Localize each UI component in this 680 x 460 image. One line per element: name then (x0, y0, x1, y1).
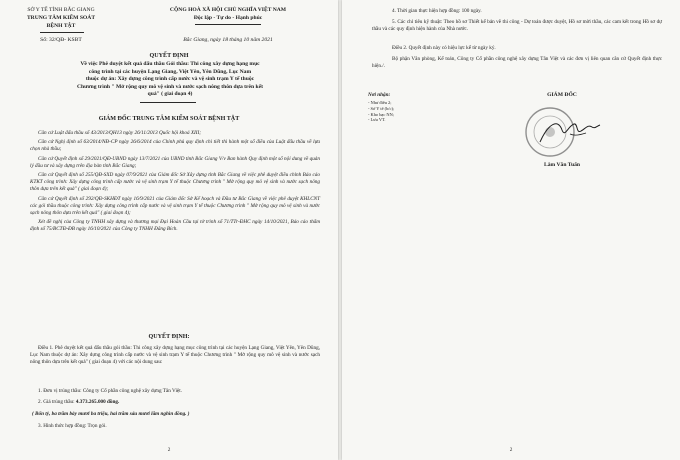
place-date: Bắc Giang, ngày 18 tháng 10 năm 2021 (183, 37, 273, 43)
document-page-left (0, 0, 338, 460)
agency-underline (40, 32, 84, 33)
stamp-emblem (545, 127, 555, 137)
signature-underline (570, 133, 586, 135)
legal-basis: Căn cứ Quyết định số 292/QĐ-SKHĐT ngày 16/9/2021 của Giám đốc Sở Kế hoạch và Đầu tư Bắc Giang về việc phê duyệt KHLCNT các gói thầu thuộc công trình: Xây dựng công trình cấp nước và vệ sinh trạm Y tế thuộc Chương trình " Mở rộng quy mô vệ sinh và nước sạch nông thôn dựa trên kết quả" ( giai đoạn 4); (30, 195, 320, 217)
recipients-list (368, 100, 468, 123)
subject-line: Chương trình " Mở rộng quy mô vệ sinh và nước sạch nông thôn dựa trên kết (77, 83, 263, 90)
subject-underline (140, 102, 196, 103)
national-title: CỘNG HOÀ XÃ HỘI CHỦ NGHĨA VIỆT NAM (169, 7, 287, 13)
legal-bases (30, 130, 320, 234)
recipient: - Sở Y tế (b/c); (368, 105, 395, 111)
document-number: Số: 32/QĐ- KSBT (40, 37, 82, 43)
article-1-item-4: 4. Thời gian thực hiện hợp đồng: 100 ngày. (392, 8, 482, 14)
agency-name-line1: TRUNG TÂM KIỂM SOÁT (26, 15, 96, 21)
recipient: - Như điều 2; (368, 100, 392, 105)
article-2-text: Điều 2. Quyết định này có hiệu lực kể từ ngày ký. (392, 45, 496, 51)
legal-basis: Căn cứ Nghị định số 63/2014/NĐ-CP ngày 26/6/2014 của Chính phủ quy định chi tiết thi hành một số điều của Luật đấu thầu về lựa chọn nhà thầu; (30, 139, 320, 153)
article-1-item-5: 5. Các chỉ tiêu kỹ thuật: Theo hồ sơ Thiết kế bản vẽ thi công - Dự toán được duyệt, Hồ sơ mời thầu, các cam kết trong Hồ sơ dự thầu và các quy định hiện hành của Nhà nước. (372, 19, 662, 33)
recipients-heading: Nơi nhận: (368, 92, 391, 98)
amount-in-words: ( Bốn tỷ, ba trăm bảy mươi ba triệu, hai trăm sáu mươi lăm nghìn đồng. ) (32, 411, 190, 417)
legal-basis: Căn cứ Quyết định số 255/QĐ-SXD ngày 07/9/2021 của Giám đốc Sở Xây dựng tỉnh Bắc Giang về việc phê duyệt điều chỉnh Báo cáo KTKT công trình: Xây dựng công trình cấp nước và vệ sinh trạm Y tế thuộc Chương trình " Mở rộng quy mô vệ sinh và nước sạch nông thôn dựa trên kết quả" ( giai đoạn 4); (30, 172, 320, 193)
signer-name: Lâm Văn Tuấn (544, 162, 580, 168)
recipient: - Kho bạc NN; (368, 111, 394, 117)
article-1: Điều 1. Phê duyệt kết quả đấu thầu gói thầu: Thi công xây dựng hạng mục công trình tại các huyện Lạng Giang, Việt Yên, Yên Dũng, Lục Nam thuộc dự án: Xây dựng công trình cấp nước và vệ sinh trạm Y tế thuộc Chương trình " Mở rộng quy mô vệ sinh và nước sạch nông thôn dựa trên kết quả" ( giai đoạn 4) với các nội dung sau: (30, 345, 320, 366)
subject-line: quả" ( giai đoạn 4) (147, 91, 193, 98)
contract-price-label: 2. Giá trúng thầu: (38, 399, 76, 405)
page-number: 2 (167, 447, 171, 453)
implementers: Bộ phận Văn phòng, Kế toán, Công ty Cổ phần công nghệ xây dựng Tân Việt và các đơn vị liên quan căn cứ Quyết định thực hiện./. (372, 56, 662, 70)
legal-basis: Xét đề nghị của Công ty TNHH xây dựng và thương mại Đại Hoàn Cầu tại tờ trình số 71/TTr-ĐHC ngày 14/10/2021, Báo cáo thẩm định số 75/BCTĐ-ĐB ngày 16/10/2021 của Công ty TNHH Đăng Bích. (30, 219, 320, 233)
article-1-item-3: 3. Hình thức hợp đồng: Trọn gói. (38, 423, 107, 429)
article-1-item-1: 1. Đơn vị trúng thầu: Công ty Cổ phần công nghệ xây dựng Tân Việt. (38, 388, 182, 394)
subject-line: thuộc dự án: Xây dựng công trình cấp nước và vệ sinh trạm Y tế thuộc (85, 76, 255, 83)
director-heading: GIÁM ĐỐC TRUNG TÂM KIỂM SOÁT BỆNH TẬT (98, 116, 240, 122)
decision-heading: QUYẾT ĐỊNH: (148, 334, 190, 340)
recipient: - Lưu VT. (368, 117, 386, 123)
agency-parent: SỞ Y TẾ TỈNH BẮC GIANG (27, 7, 95, 13)
motto-underline (195, 24, 261, 25)
legal-basis: Căn cứ Luật đấu thầu số 43/2013/QH13 ngày 26/11/2013 Quốc hội khoá XIII; (38, 130, 201, 136)
subject-line: công trình tại các huyện Lạng Giang, Việt Yên, Yên Dũng, Lục Nam (88, 68, 252, 75)
page-number: 2 (509, 447, 513, 453)
national-motto: Độc lập - Tự do - Hạnh phúc (193, 15, 263, 21)
signer-title: GIÁM ĐỐC (547, 92, 577, 98)
official-stamp-and-signature (518, 104, 604, 160)
document-subject (14, 61, 326, 99)
article-2 (392, 45, 662, 52)
agency-name-line2: BỆNH TẬT (46, 23, 76, 29)
document-title: QUYẾT ĐỊNH (149, 53, 189, 59)
subject-line: Về việc Phê duyệt kết quả đấu thầu Gói thầu: Thi công xây dựng hạng mục (80, 61, 260, 67)
document-page-right (342, 0, 680, 460)
legal-basis: Căn cứ Quyết định số 29/2021/QĐ-UBND ngày 13/7/2021 của UBND tỉnh Bắc Giang V/v Ban hành Quy định một số nội dung về quản lý đầu tư và xây dựng trên địa bàn tỉnh Bắc Giang; (30, 155, 320, 169)
article-1-item-2 (38, 399, 320, 406)
contract-price-value: 4.373.265.000 đồng. (75, 399, 120, 405)
